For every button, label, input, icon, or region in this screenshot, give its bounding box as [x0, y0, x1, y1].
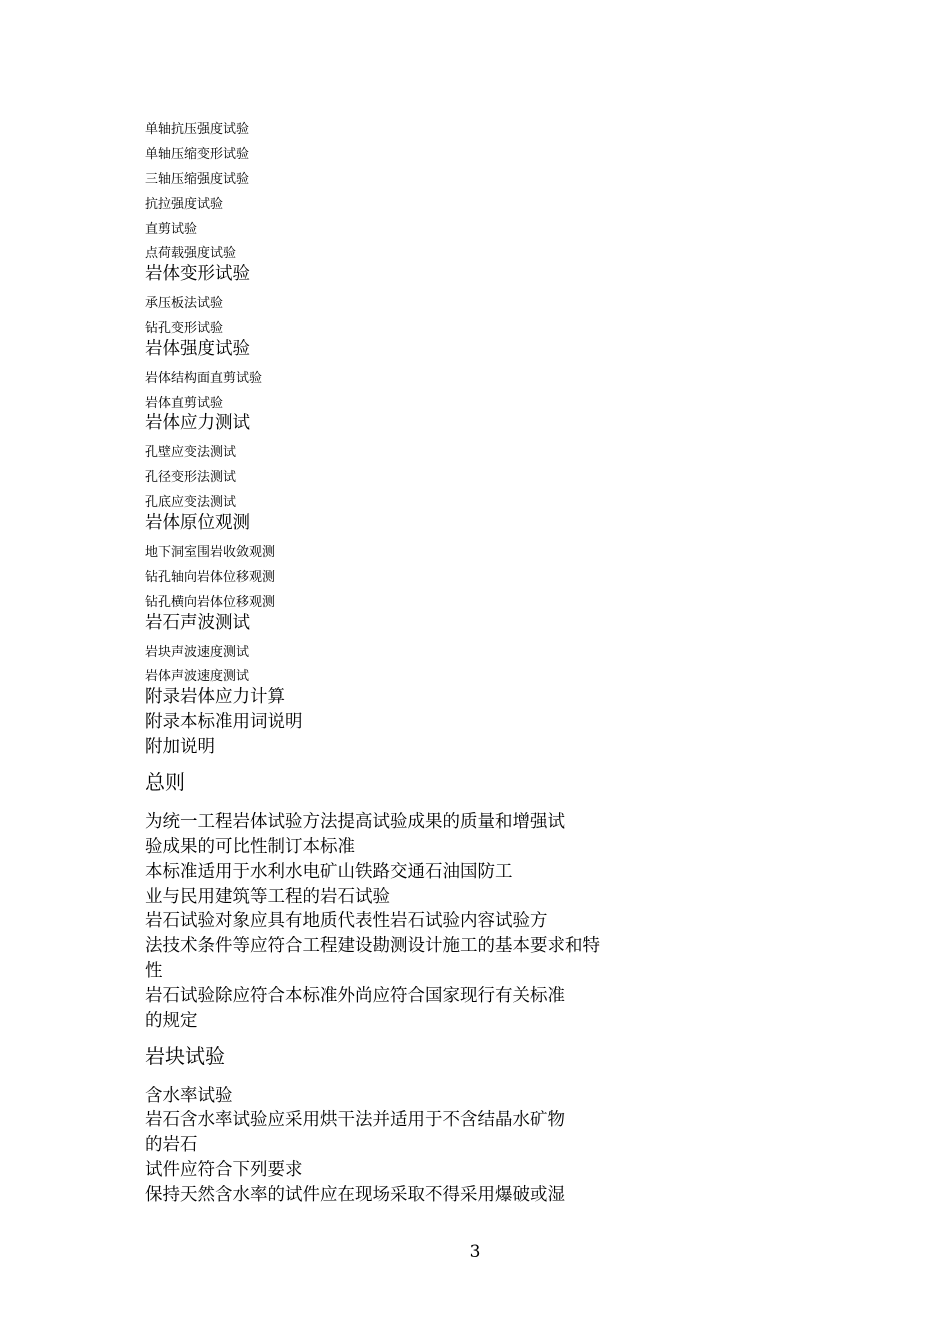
toc-section: 岩体变形试验 [145, 264, 250, 284]
toc-entry: 地下洞室围岩收敛观测 [145, 545, 276, 560]
paragraph-line: 岩石含水率试验应采用烘干法并适用于不含结晶水矿物 [145, 1110, 565, 1130]
toc-section: 岩体强度试验 [145, 339, 250, 359]
paragraph-line: 的岩石 [145, 1135, 198, 1155]
paragraph-line: 业与民用建筑等工程的岩石试验 [145, 887, 390, 907]
toc-entry: 钻孔横向岩体位移观测 [145, 595, 276, 610]
toc-entry: 岩块声波速度测试 [145, 645, 250, 660]
toc-appendix: 附录本标准用词说明 [145, 712, 303, 732]
paragraph-line: 法技术条件等应符合工程建设勘测设计施工的基本要求和特 [145, 936, 600, 956]
paragraph-line: 含水率试验 [145, 1086, 233, 1106]
toc-entry: 承压板法试验 [145, 296, 224, 311]
section-heading-general: 总则 [145, 770, 185, 794]
paragraph-line: 试件应符合下列要求 [145, 1160, 303, 1180]
toc-entry: 岩体声波速度测试 [145, 669, 250, 684]
toc-entry: 抗拉强度试验 [145, 197, 224, 212]
paragraph-line: 保持天然含水率的试件应在现场采取不得采用爆破或湿 [145, 1185, 565, 1205]
toc-entry: 孔底应变法测试 [145, 495, 237, 510]
paragraph-line: 本标准适用于水利水电矿山铁路交通石油国防工 [145, 862, 513, 882]
toc-entry: 三轴压缩强度试验 [145, 172, 250, 187]
section-heading-block-test: 岩块试验 [145, 1044, 225, 1068]
toc-section: 岩石声波测试 [145, 613, 250, 633]
paragraph-line: 岩石试验对象应具有地质代表性岩石试验内容试验方 [145, 911, 548, 931]
toc-entry: 单轴压缩变形试验 [145, 147, 250, 162]
toc-entry: 岩体结构面直剪试验 [145, 371, 263, 386]
toc-appendix: 附录岩体应力计算 [145, 687, 285, 707]
toc-entry: 点荷载强度试验 [145, 246, 237, 261]
paragraph-line: 为统一工程岩体试验方法提高试验成果的质量和增强试 [145, 812, 565, 832]
toc-entry: 钻孔变形试验 [145, 321, 224, 336]
toc-entry: 孔壁应变法测试 [145, 445, 237, 460]
paragraph-line: 岩石试验除应符合本标准外尚应符合国家现行有关标准 [145, 986, 565, 1006]
toc-entry: 钻孔轴向岩体位移观测 [145, 570, 276, 585]
toc-entry: 孔径变形法测试 [145, 470, 237, 485]
toc-entry: 单轴抗压强度试验 [145, 122, 250, 137]
toc-section: 岩体应力测试 [145, 413, 250, 433]
paragraph-line: 验成果的可比性制订本标准 [145, 837, 355, 857]
paragraph-line: 的规定 [145, 1011, 198, 1031]
paragraph-line: 性 [145, 961, 163, 981]
toc-entry: 直剪试验 [145, 222, 198, 237]
toc-entry: 岩体直剪试验 [145, 396, 224, 411]
page-number: 3 [469, 1242, 481, 1262]
toc-appendix: 附加说明 [145, 737, 215, 757]
toc-section: 岩体原位观测 [145, 513, 250, 533]
